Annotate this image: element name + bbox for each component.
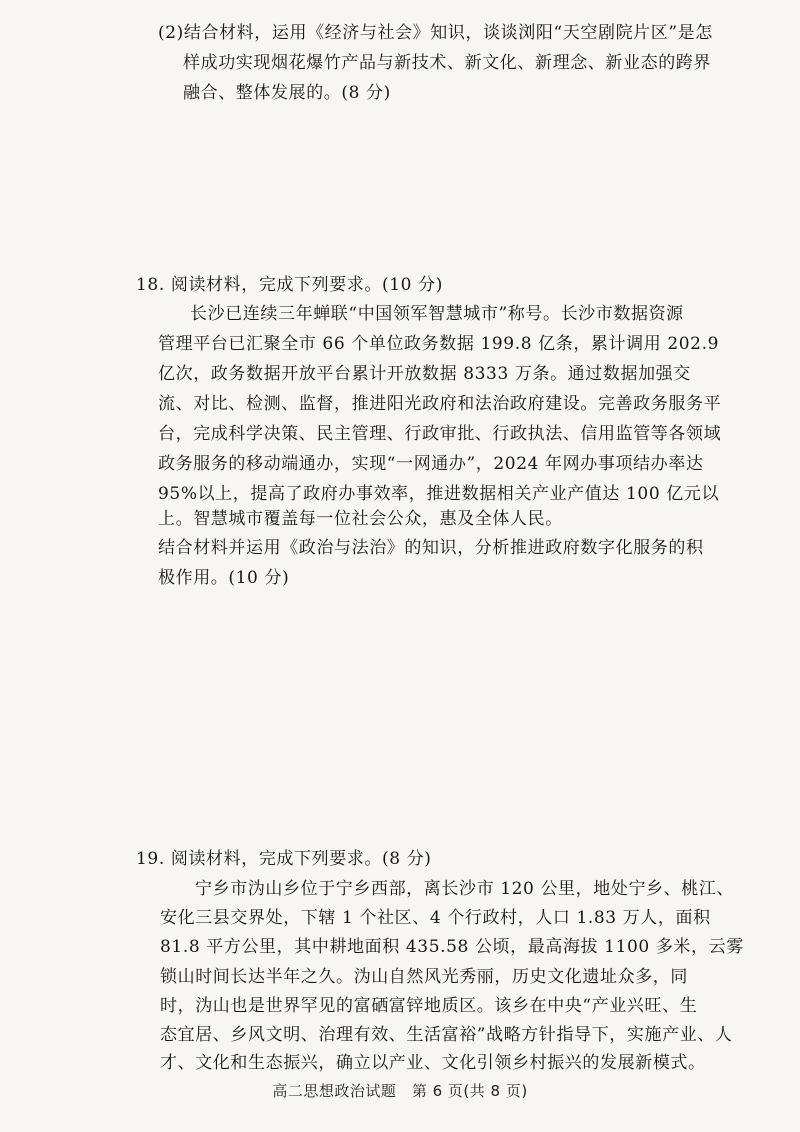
q19-material-line: 才、文化和生态振兴，确立以产业、文化引领乡村振兴的发展新模式。 [160, 1053, 706, 1073]
q18-heading: 18. 阅读材料，完成下列要求。(10 分) [136, 275, 443, 295]
q18-material-line: 流、对比、检测、监督，推进阳光政府和法治政府建设。完善政务服务平 [158, 394, 722, 414]
q19-material-line: 锁山时间长达半年之久。沩山自然风光秀丽，历史文化遗址众多，同 [160, 967, 688, 987]
q18-material-line: 95%以上，提高了政府办事效率，推进数据相关产业产值达 100 亿元以 [158, 484, 720, 504]
q18-material-line: 政务服务的移动端通办，实现“一网通办”，2024 年网办事项结办率达 [158, 454, 704, 474]
q17-part2-line: 融合、整体发展的。(8 分) [183, 83, 391, 103]
q19-material-line: 宁乡市沩山乡位于宁乡西部，离长沙市 120 公里，地处宁乡、桃江、 [195, 879, 735, 899]
q19-heading: 19. 阅读材料，完成下列要求。(8 分) [136, 849, 432, 869]
q18-material-line: 亿次，政务数据开放平台累计开放数据 8333 万条。通过数据加强交 [158, 364, 691, 384]
q18-material-line: 台，完成科学决策、民主管理、行政审批、行政执法、信用监管等各领域 [158, 424, 722, 444]
q19-material-line: 态宜居、乡风文明、治理有效、生活富裕”战略方针指导下，实施产业、人 [160, 1025, 733, 1045]
q18-material-line: 上。智慧城市覆盖每一位社会公众，惠及全体人民。 [158, 509, 563, 529]
q18-question-line: 极作用。(10 分) [158, 568, 290, 588]
q18-material-line: 管理平台已汇聚全市 66 个单位政务数据 199.8 亿条，累计调用 202.9 [158, 334, 719, 354]
q18-question-line: 结合材料并运用《政治与法治》的知识，分析推进政府数字化服务的积 [158, 538, 704, 558]
q17-part2-line: 样成功实现烟花爆竹产品与新技术、新文化、新理念、新业态的跨界 [183, 53, 711, 73]
q19-material-line: 时，沩山也是世界罕见的富硒富锌地质区。该乡在中央“产业兴旺、生 [160, 996, 698, 1016]
q19-material-line: 安化三县交界处，下辖 1 个社区、4 个行政村，人口 1.83 万人，面积 [160, 908, 711, 928]
page-footer: 高二思想政治试题 第 6 页(共 8 页) [272, 1082, 528, 1100]
q17-part2-line: (2)结合材料，运用《经济与社会》知识，谈谈浏阳“天空剧院片区”是怎 [158, 23, 713, 43]
q19-material-line: 81.8 平方公里，其中耕地面积 435.58 公顷，最高海拔 1100 多米，云雾 [160, 937, 744, 957]
q18-material-line: 长沙已连续三年蝉联“中国领军智慧城市”称号。长沙市数据资源 [190, 304, 684, 324]
